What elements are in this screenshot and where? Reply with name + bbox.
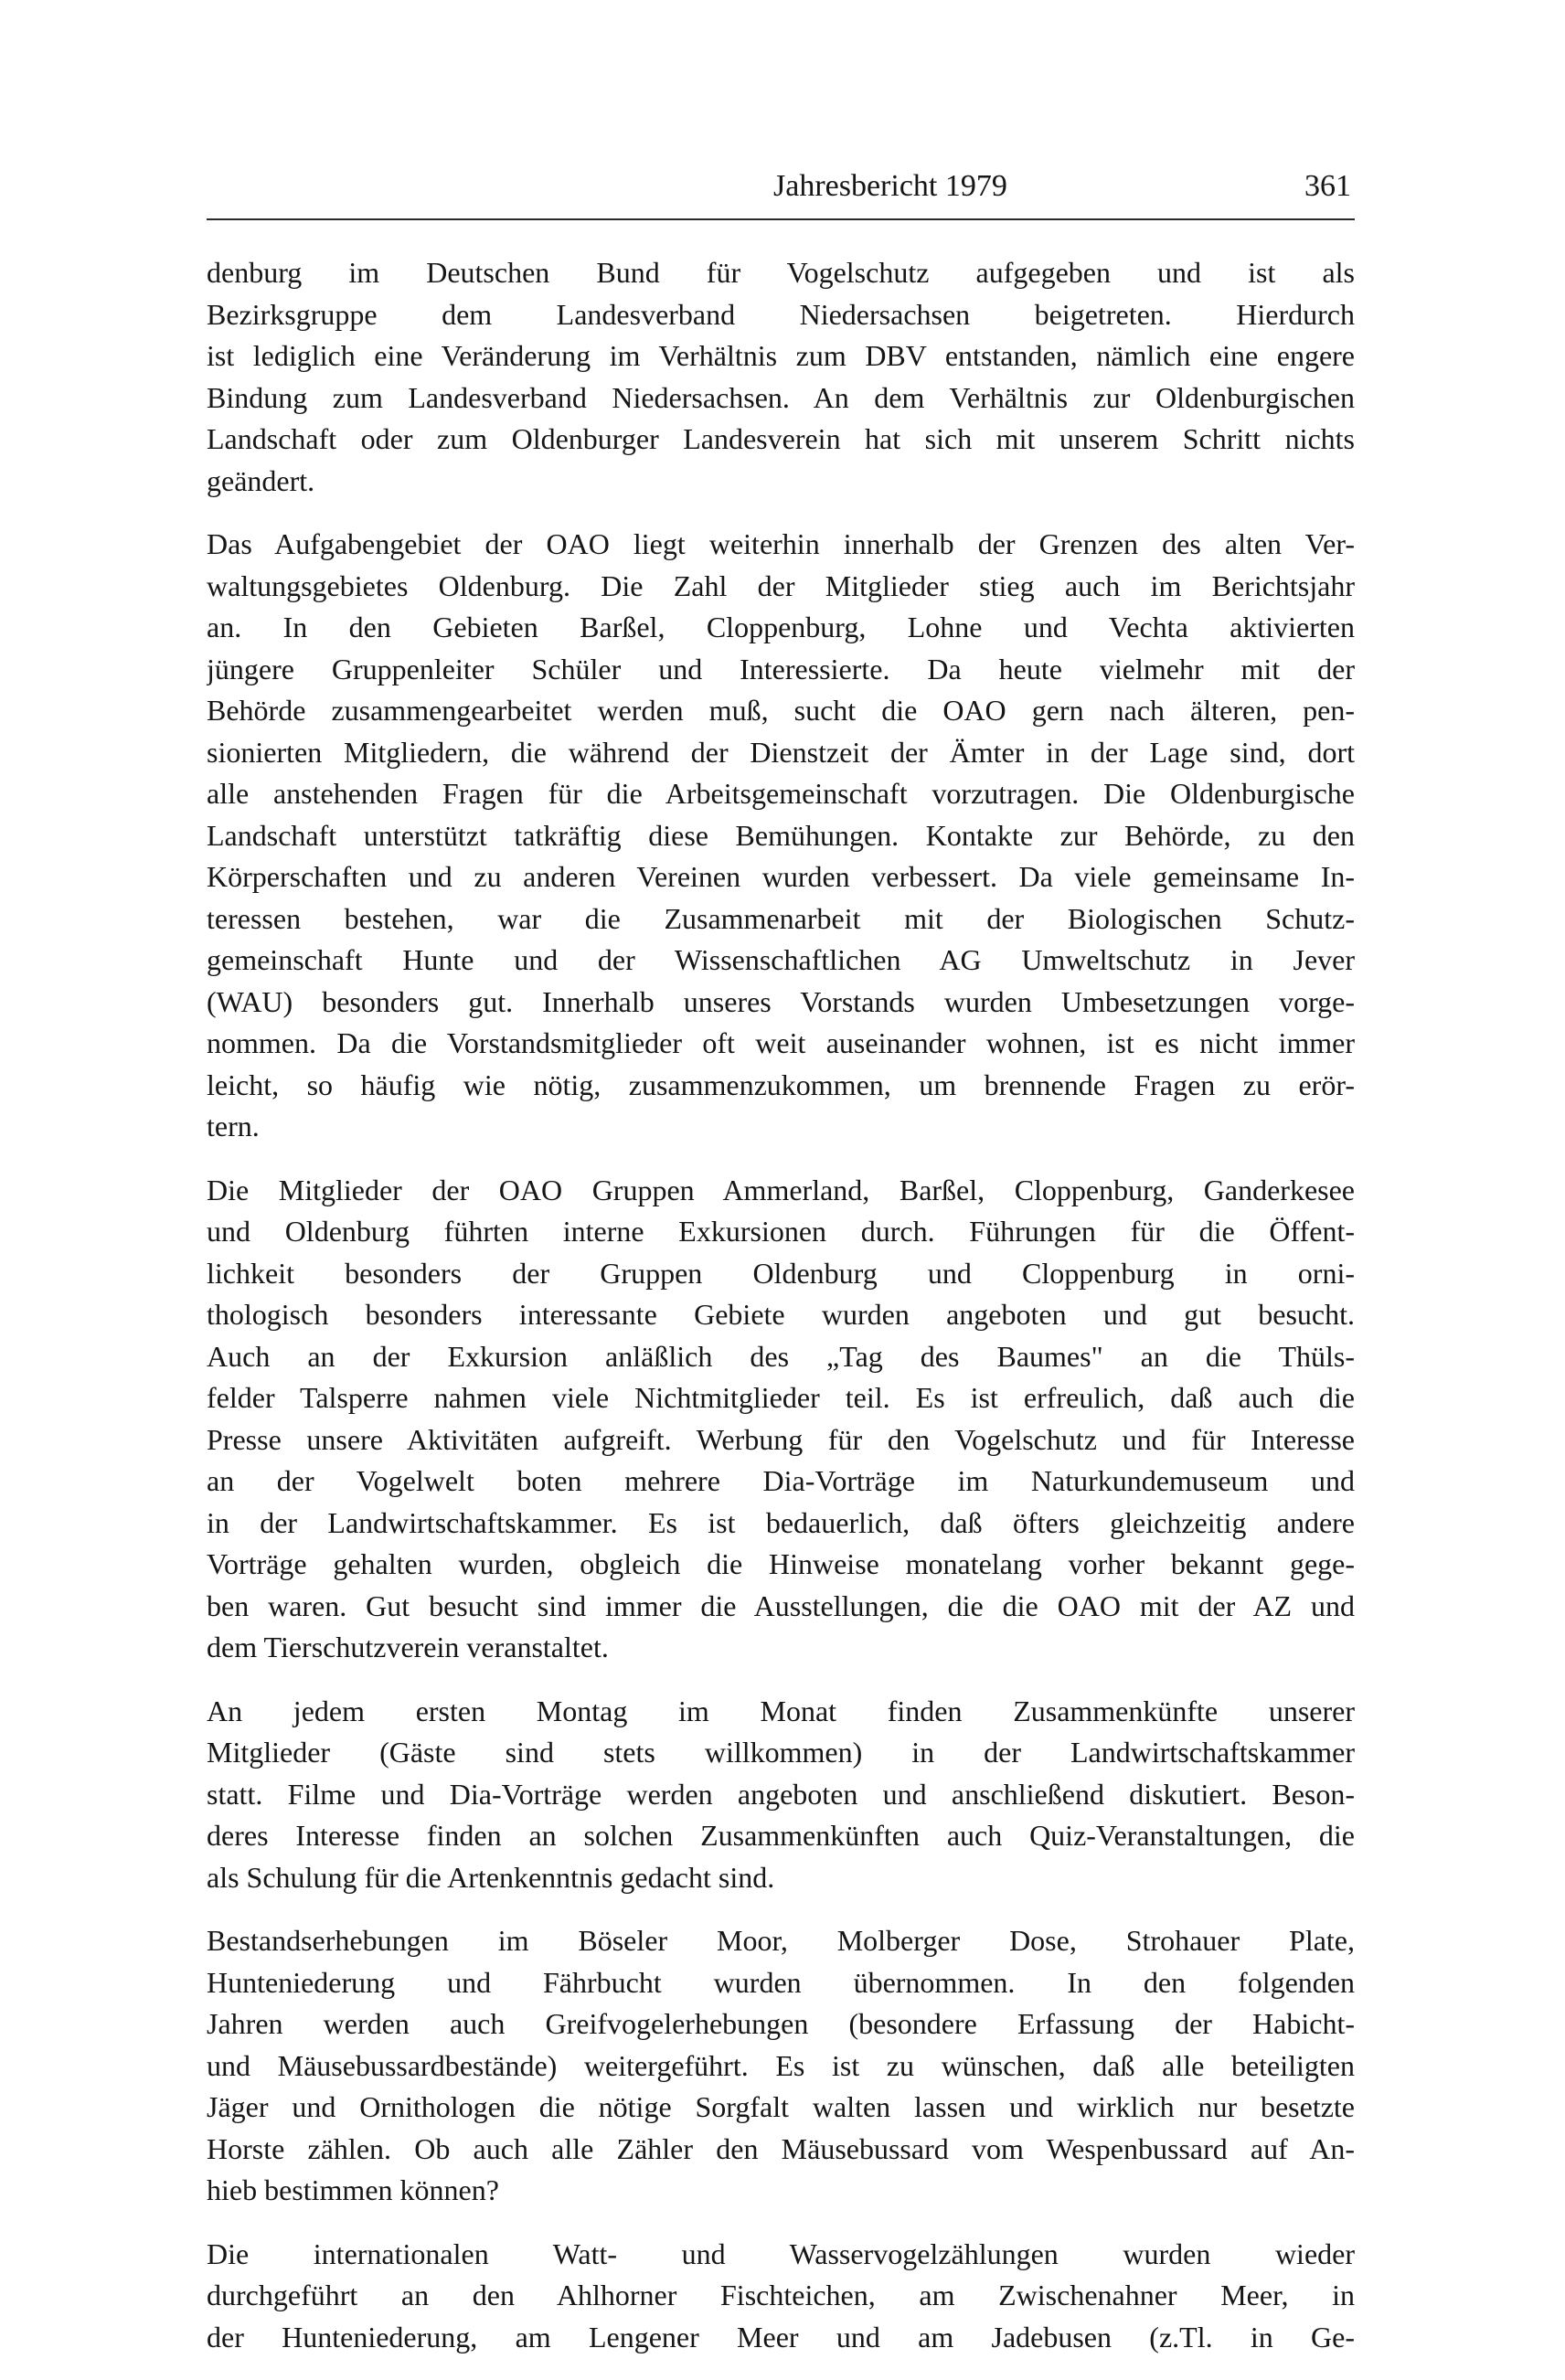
text-line: Bestandserhebungen im Böseler Moor, Molberger Dose, Strohauer Plate,: [207, 1924, 1355, 1957]
text-line: tern.: [207, 1110, 260, 1142]
text-line: Bezirksgruppe dem Landesverband Niedersachsen beigetreten. Hierdurch: [207, 297, 1355, 331]
text-line: denburg im Deutschen Bund für Vogelschutz aufgegeben und ist als: [207, 256, 1355, 289]
text-line: leicht, so häufig wie nötig, zusammenzukommen, um brennende Fragen zu erör-: [207, 1068, 1355, 1101]
paragraph: [207, 1691, 1355, 1899]
text-line: Landschaft unterstützt tatkräftig diese Bemühungen. Kontakte zur Behörde, zu den: [207, 818, 1355, 852]
text-line: Jahren werden auch Greifvogelerhebungen (besondere Erfassung der Habicht-: [207, 2007, 1355, 2040]
text-line: An jedem ersten Montag im Monat finden Zusammenkünfte unserer: [207, 1694, 1355, 1727]
text-line: Bindung zum Landesverband Niedersachsen. An dem Verhältnis zur Oldenburgischen: [207, 380, 1355, 414]
page-number: 361: [1304, 169, 1351, 203]
text-line: alle anstehenden Fragen für die Arbeitsgemeinschaft vorzutragen. Die Oldenburgische: [207, 777, 1355, 810]
text-line: hieb bestimmen können?: [207, 2173, 499, 2206]
text-line: Vorträge gehalten wurden, obgleich die Hinweise monatelang vorher bekannt gege-: [207, 1547, 1355, 1580]
text-line: Behörde zusammengearbeitet werden muß, sucht die OAO gern nach älteren, pen-: [207, 694, 1355, 727]
text-line: Körperschaften und zu anderen Vereinen wurden verbessert. Da viele gemeinsame In-: [207, 860, 1355, 893]
text-line: ben waren. Gut besucht sind immer die Ausstellungen, die die OAO mit der AZ und: [207, 1588, 1355, 1622]
paragraph: [207, 1170, 1355, 1669]
text-line: Presse unsere Aktivitäten aufgreift. Werbung für den Vogelschutz und für Interesse: [207, 1422, 1355, 1456]
text-line: Die Mitglieder der OAO Gruppen Ammerland, Barßel, Cloppenburg, Ganderkesee: [207, 1173, 1355, 1206]
text-line: (WAU) besonders gut. Innerhalb unseres Vorstands wurden Umbesetzungen vorge-: [207, 984, 1355, 1018]
text-line: in der Landwirtschaftskammer. Es ist bedauerlich, daß öfters gleichzeitig andere: [207, 1505, 1355, 1539]
text-line: deres Interesse finden an solchen Zusammenkünften auch Quiz-Veranstaltungen, die: [207, 1819, 1355, 1852]
text-line: Auch an der Exkursion anläßlich des „Tag des Baumes" an die Thüls-: [207, 1339, 1355, 1373]
page-header: [207, 165, 1355, 220]
text-line: durchgeführt an den Ahlhorner Fischteichen, am Zwischenahner Meer, in: [207, 2279, 1355, 2311]
text-line: dem Tierschutzverein veranstaltet.: [207, 1631, 609, 1663]
text-line: felder Talsperre nahmen viele Nichtmitglieder teil. Es ist erfreulich, daß auch die: [207, 1381, 1355, 1414]
text-line: Horste zählen. Ob auch alle Zähler den Mäusebussard vom Wespenbussard auf An-: [207, 2131, 1355, 2165]
paragraph: [207, 524, 1355, 1148]
body-text: [207, 252, 1355, 2380]
text-line: an. In den Gebieten Barßel, Cloppenburg, Lohne und Vechta aktivierten: [207, 611, 1355, 643]
text-line: Mitglieder (Gäste sind stets willkommen) in der Landwirtschaftskammer: [207, 1736, 1355, 1769]
text-line: als Schulung für die Artenkenntnis gedacht sind.: [207, 1860, 775, 1894]
text-line: geändert.: [207, 463, 315, 497]
text-line: gemeinschaft Hunte und der Wissenschaftlichen AG Umweltschutz in Jever: [207, 943, 1355, 976]
text-line: an der Vogelwelt boten mehrere Dia-Vorträge im Naturkundemuseum und: [207, 1464, 1355, 1497]
text-line: Hunteniederung und Fährbucht wurden übernommen. In den folgenden: [207, 1965, 1355, 1999]
text-line: Landschaft oder zum Oldenburger Landesverein hat sich mit unserem Schritt nichts: [207, 422, 1355, 455]
text-line: der Hunteniederung, am Lengener Meer und am Jadebusen (z.Tl. in Ge-: [207, 2320, 1355, 2353]
text-line: Die internationalen Watt- und Wasservogelzählungen wurden wieder: [207, 2237, 1355, 2270]
text-line: und Mäusebussardbestände) weitergeführt. Es ist zu wünschen, daß alle beteiligten: [207, 2048, 1355, 2082]
text-line: statt. Filme und Dia-Vorträge werden angeboten und anschließend diskutiert. Beson-: [207, 1777, 1355, 1811]
text-line: sionierten Mitgliedern, die während der Dienstzeit der Ämter in der Lage sind, dort: [207, 735, 1355, 769]
text-line: und Oldenburg führten interne Exkursionen durch. Führungen für die Öffent-: [207, 1215, 1355, 1248]
text-line: nommen. Da die Vorstandsmitglieder oft weit auseinander wohnen, ist es nicht immer: [207, 1026, 1355, 1059]
text-line: Jäger und Ornithologen die nötige Sorgfalt walten lassen und wirklich nur besetzte: [207, 2090, 1355, 2123]
text-line: jüngere Gruppenleiter Schüler und Interessierte. Da heute vielmehr mit der: [207, 652, 1355, 685]
text-line: thologisch besonders interessante Gebiete wurden angeboten und gut besucht.: [207, 1298, 1355, 1331]
running-title: Jahresbericht 1979: [773, 169, 1007, 203]
text-line: lichkeit besonders der Gruppen Oldenburg und Cloppenburg in orni-: [207, 1256, 1355, 1290]
text-line: Das Aufgabengebiet der OAO liegt weiterhin innerhalb der Grenzen des alten Ver-: [207, 527, 1355, 560]
text-line: ist lediglich eine Veränderung im Verhältnis zum DBV entstanden, nämlich eine engere: [207, 339, 1355, 372]
paragraph: [207, 1920, 1355, 2212]
text-line: waltungsgebietes Oldenburg. Die Zahl der Mitglieder stieg auch im Berichtsjahr: [207, 568, 1355, 602]
paragraph: [207, 2234, 1355, 2359]
paragraph: [207, 252, 1355, 502]
text-line: teressen bestehen, war die Zusammenarbeit mit der Biologischen Schutz-: [207, 901, 1355, 935]
